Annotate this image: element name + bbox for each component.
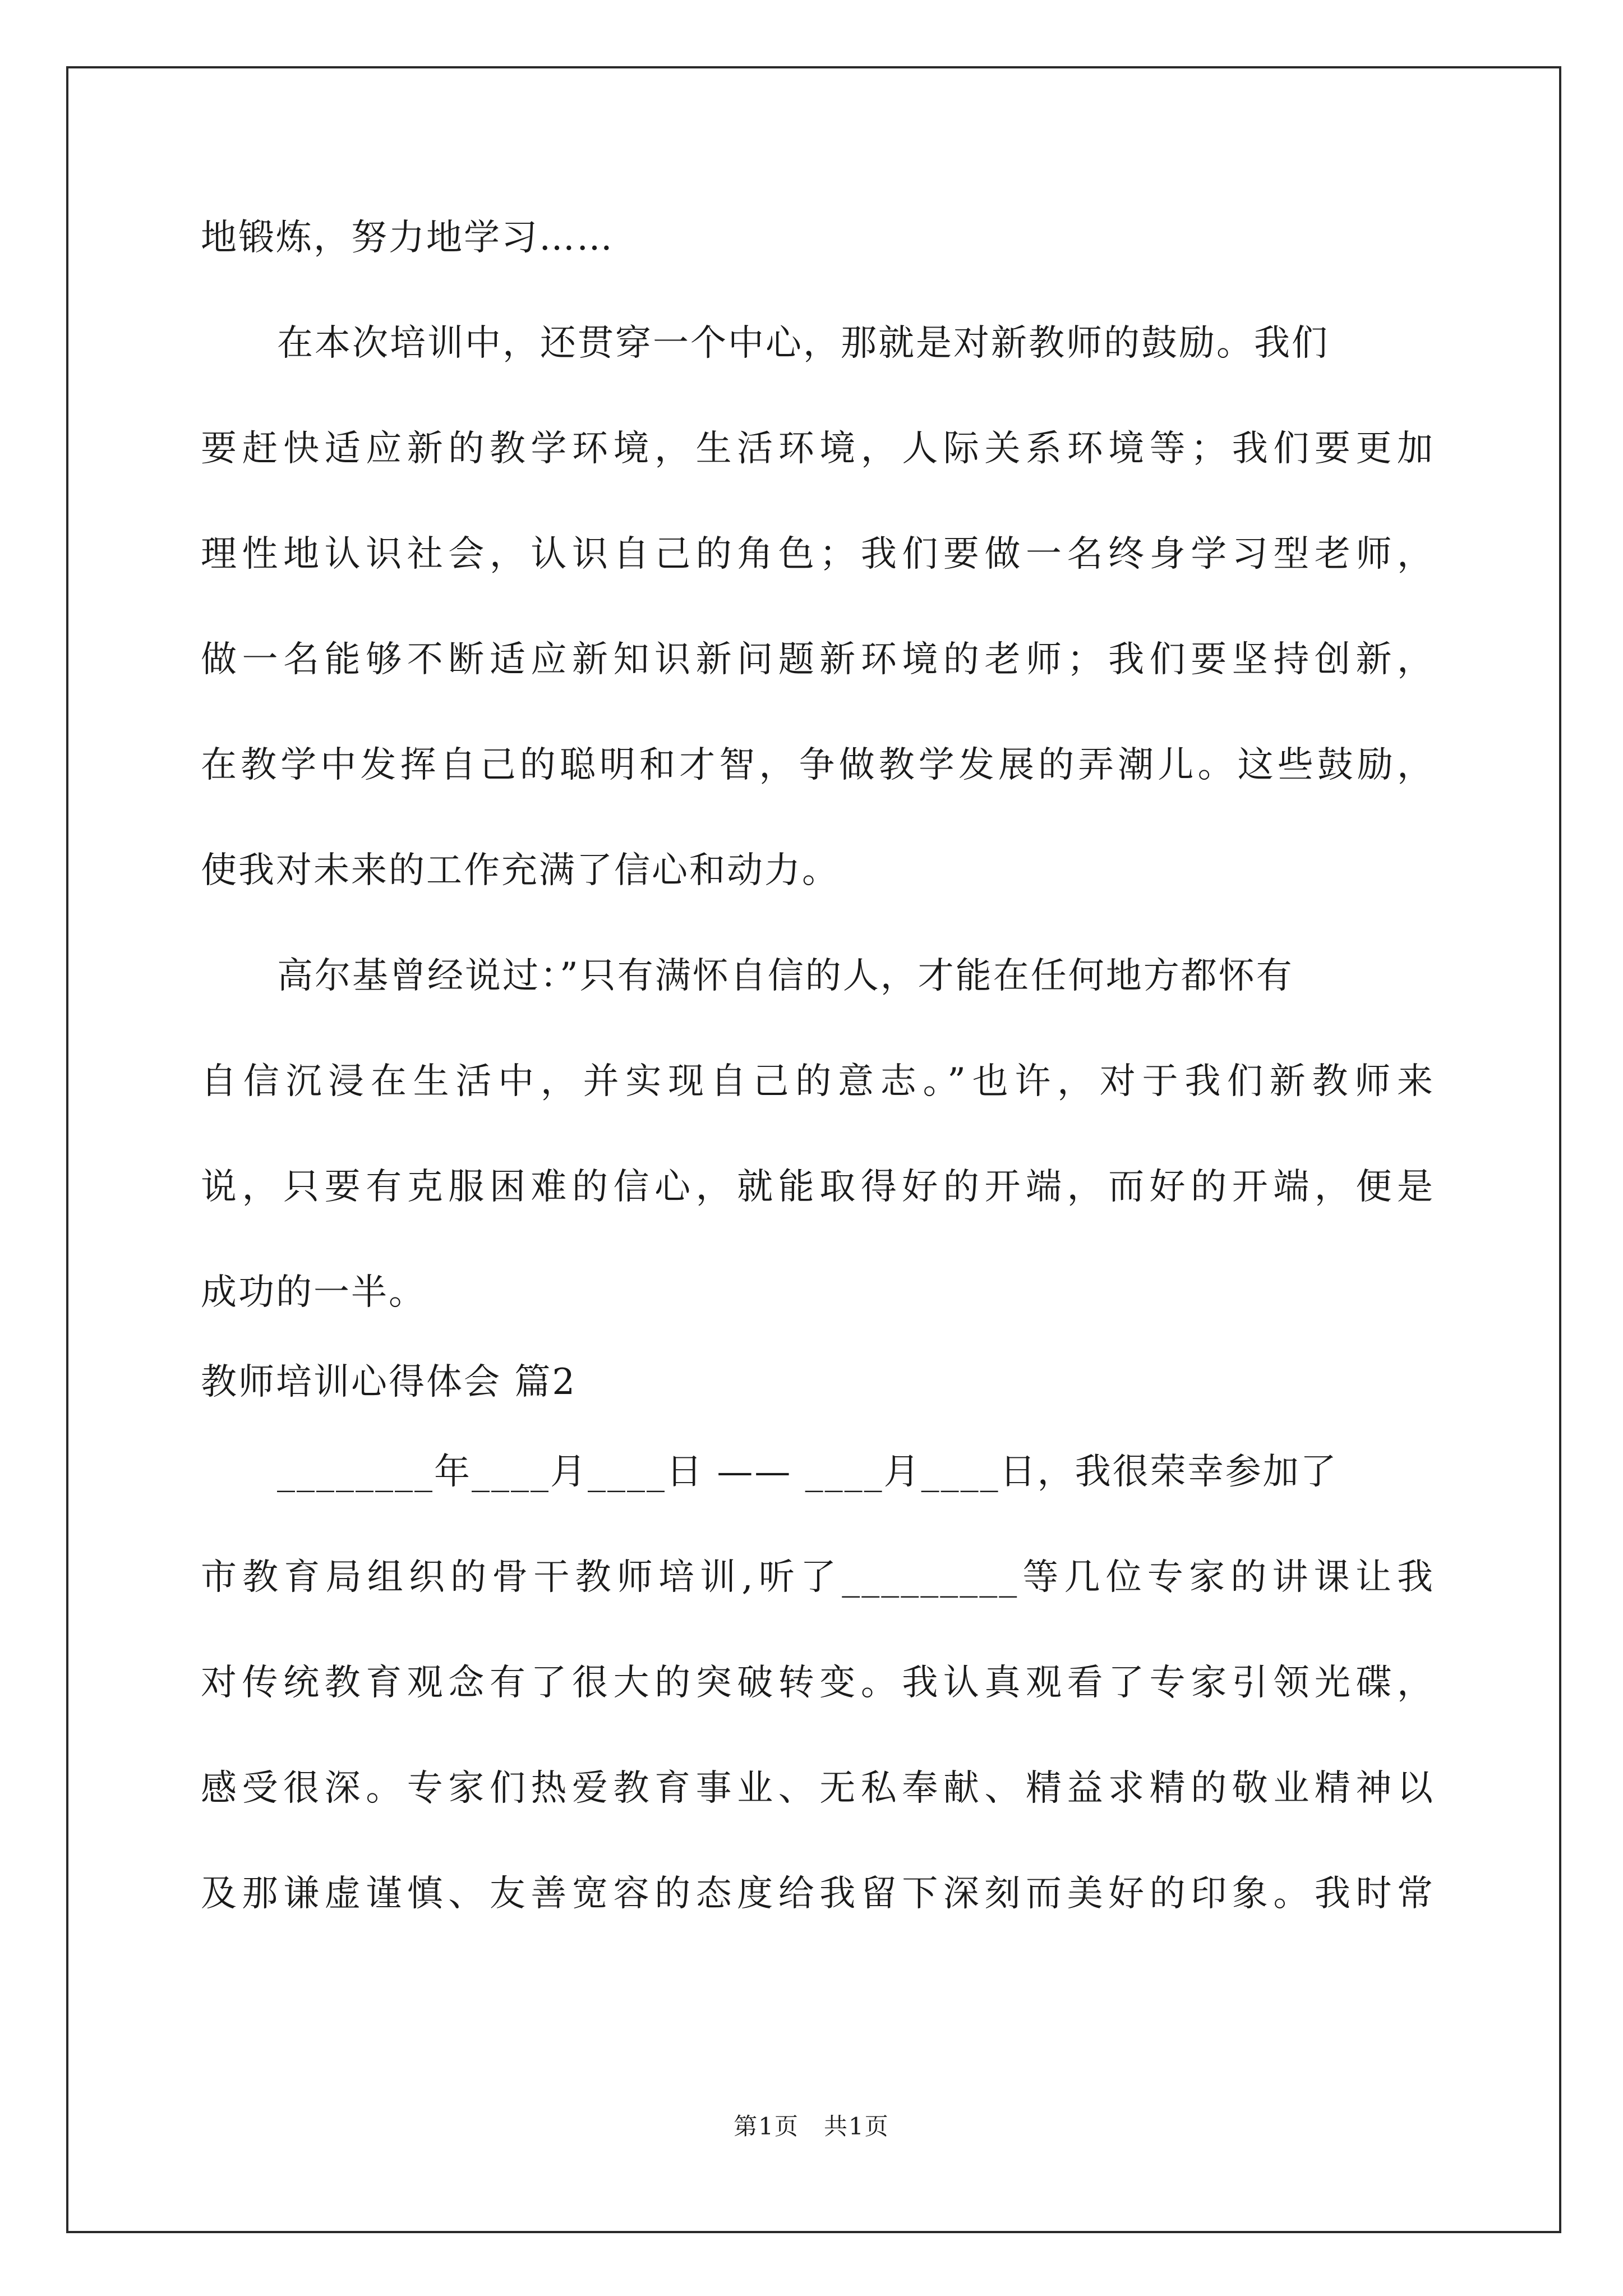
text-line: 要赶快适应新的教学环境，生活环境，人际关系环境等；我们要更加 <box>201 428 1435 470</box>
text-line: 市教育局组织的骨干教师培训,听了_________等几位专家的讲课让我 <box>201 1557 1435 1598</box>
text-line: 及那谦虚谨慎、友善宽容的态度给我留下深刻而美好的印象。我时常 <box>201 1873 1435 1915</box>
text-line: 地锻炼，努力地学习…… <box>201 217 614 259</box>
text-line: 对传统教育观念有了很大的突破转变。我认真观看了专家引领光碟， <box>201 1662 1435 1704</box>
paragraph-start-line: 在本次培训中，还贯穿一个中心，那就是对新教师的鼓励。我们 <box>277 323 1329 364</box>
document-body <box>201 212 1435 1973</box>
paragraph-start-line: 高尔基曾经说过：”只有满怀自信的人，才能在任何地方都怀有 <box>277 955 1294 997</box>
section-heading: 教师培训心得体会 篇2 <box>201 1361 577 1403</box>
text-line: 说，只要有克服困难的信心，就能取得好的开端，而好的开端，便是 <box>201 1166 1435 1208</box>
text-line: 自信沉浸在生活中，并实现自己的意志。”也许，对于我们新教师来 <box>201 1061 1435 1102</box>
text-line: 理性地认识社会，认识自己的角色；我们要做一名终身学习型老师， <box>201 533 1435 575</box>
text-line: 做一名能够不断适应新知识新问题新环境的老师；我们要坚持创新， <box>201 639 1435 680</box>
text-line: 成功的一半。 <box>201 1272 426 1313</box>
text-line: 在教学中发挥自己的聪明和才智，争做教学发展的弄潮儿。这些鼓励， <box>201 744 1435 786</box>
text-line: 感受很深。专家们热爱教育事业、无私奉献、精益求精的敬业精神以 <box>201 1768 1435 1809</box>
text-line: 使我对未来的工作充满了信心和动力。 <box>201 850 840 891</box>
page-footer: 第1页 共1页 <box>734 2113 889 2140</box>
paragraph-start-line: ________年____月____日 —— ____月____日，我很荣幸参加了 <box>277 1451 1338 1493</box>
